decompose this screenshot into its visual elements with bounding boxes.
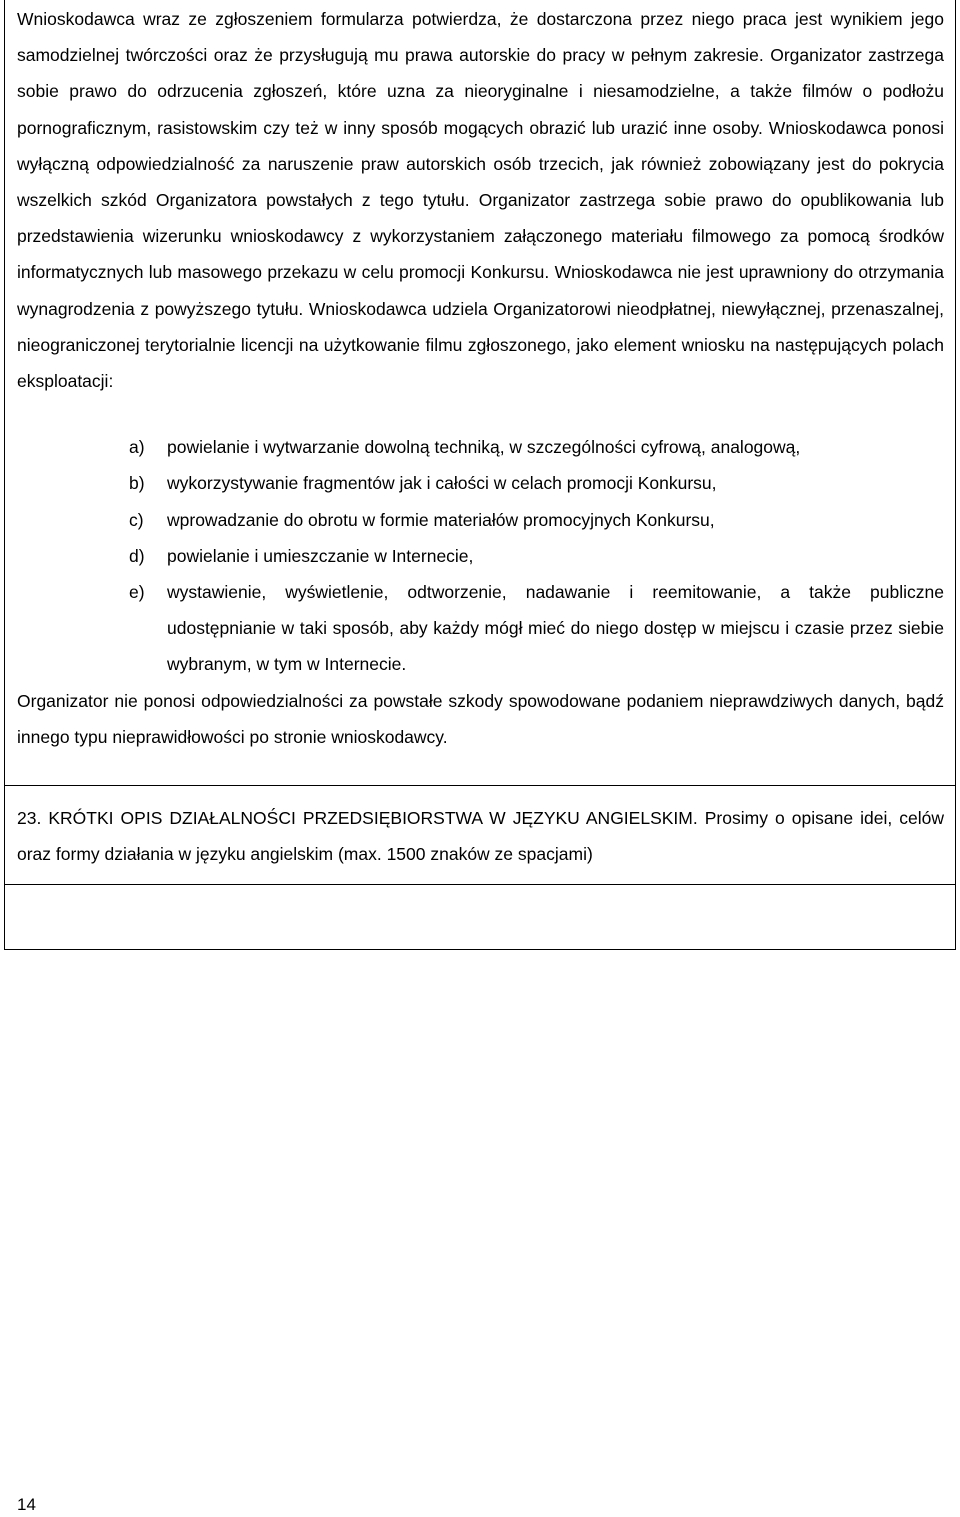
list-item	[129, 502, 944, 538]
closing-paragraph: Organizator nie ponosi odpowiedzialności za powstałe szkody spowodowane podaniem nieprawdziwych danych, bądź innego typu nieprawidłowości po stronie wnioskodawcy.	[17, 690, 944, 747]
intro-paragraph: Wnioskodawca wraz ze zgłoszeniem formularza potwierdza, że dostarczona przez niego praca jest wynikiem jego samodzielnej twórczości oraz że przysługują mu prawa autorskie do pracy w pełnym zakresie. Organizator zastrzega sobie prawo do odrzucenia zgłoszeń, które uzna za nieoryginalne i niesamodzielne, a także filmów o podłożu pornograficznym, rasistowskim czy też w inny sposób mogących obrazić lub urazić inne osoby. Wnioskodawca ponosi wyłączną odpowiedzialność za naruszenie praw autorskich osób trzecich, jak również zobowiązany jest do pokrycia wszelkich szkód Organizatora powstałych z tego tytułu. Organizator zastrzega sobie prawo do opublikowania lub przedstawienia wizerunku wnioskodawcy z wykorzystaniem załączonego materiału filmowego za pomocą środków informatycznych lub masowego przekazu w celu promocji Konkursu. Wnioskodawca nie jest uprawniony do otrzymania wynagrodzenia z powyższego tytułu. Wnioskodawca udziela Organizatorowi nieodpłatnej, niewyłącznej, przenaszalnej, nieograniczonej terytorialnie licencji na użytkowanie filmu zgłoszonego, jako element wniosku na następujących polach eksploatacji:	[17, 9, 944, 392]
list-item	[129, 429, 944, 465]
list-marker: d)	[129, 545, 145, 566]
list-item-text: wprowadzanie do obrotu w formie materiałów promocyjnych Konkursu,	[167, 509, 715, 530]
list-item	[129, 465, 944, 501]
list-item	[129, 574, 944, 683]
list-item-text: wystawienie, wyświetlenie, odtworzenie, nadawanie i reemitowanie, a także publiczne udostępnianie w taki sposób, aby każdy mógł mieć do niego dostęp w miejscu i czasie przez siebie wybranym, w tym w Internecie.	[167, 582, 944, 675]
list-marker: c)	[129, 509, 144, 530]
declaration-cell	[5, 0, 955, 785]
list-item-text: powielanie i wytwarzanie dowolną techniką, w szczególności cyfrową, analogową,	[167, 437, 801, 458]
page-number: 14	[17, 1495, 36, 1514]
section-23-header	[5, 785, 955, 884]
answer-field[interactable]	[5, 884, 955, 949]
form-table	[4, 0, 956, 950]
list-marker: e)	[129, 582, 145, 603]
section-23-text: 23. KRÓTKI OPIS DZIAŁALNOŚCI PRZEDSIĘBIORSTWA W JĘZYKU ANGIELSKIM. Prosimy o opisane idei, celów oraz formy działania w języku angielskim (max. 1500 znaków ze spacjami)	[17, 808, 944, 865]
list-item	[129, 538, 944, 574]
list-marker: b)	[129, 473, 145, 494]
exploitation-fields-list	[17, 429, 944, 682]
list-marker: a)	[129, 437, 145, 458]
list-item-text: powielanie i umieszczanie w Internecie,	[167, 545, 474, 566]
list-item-text: wykorzystywanie fragmentów jak i całości w celach promocji Konkursu,	[167, 473, 717, 494]
